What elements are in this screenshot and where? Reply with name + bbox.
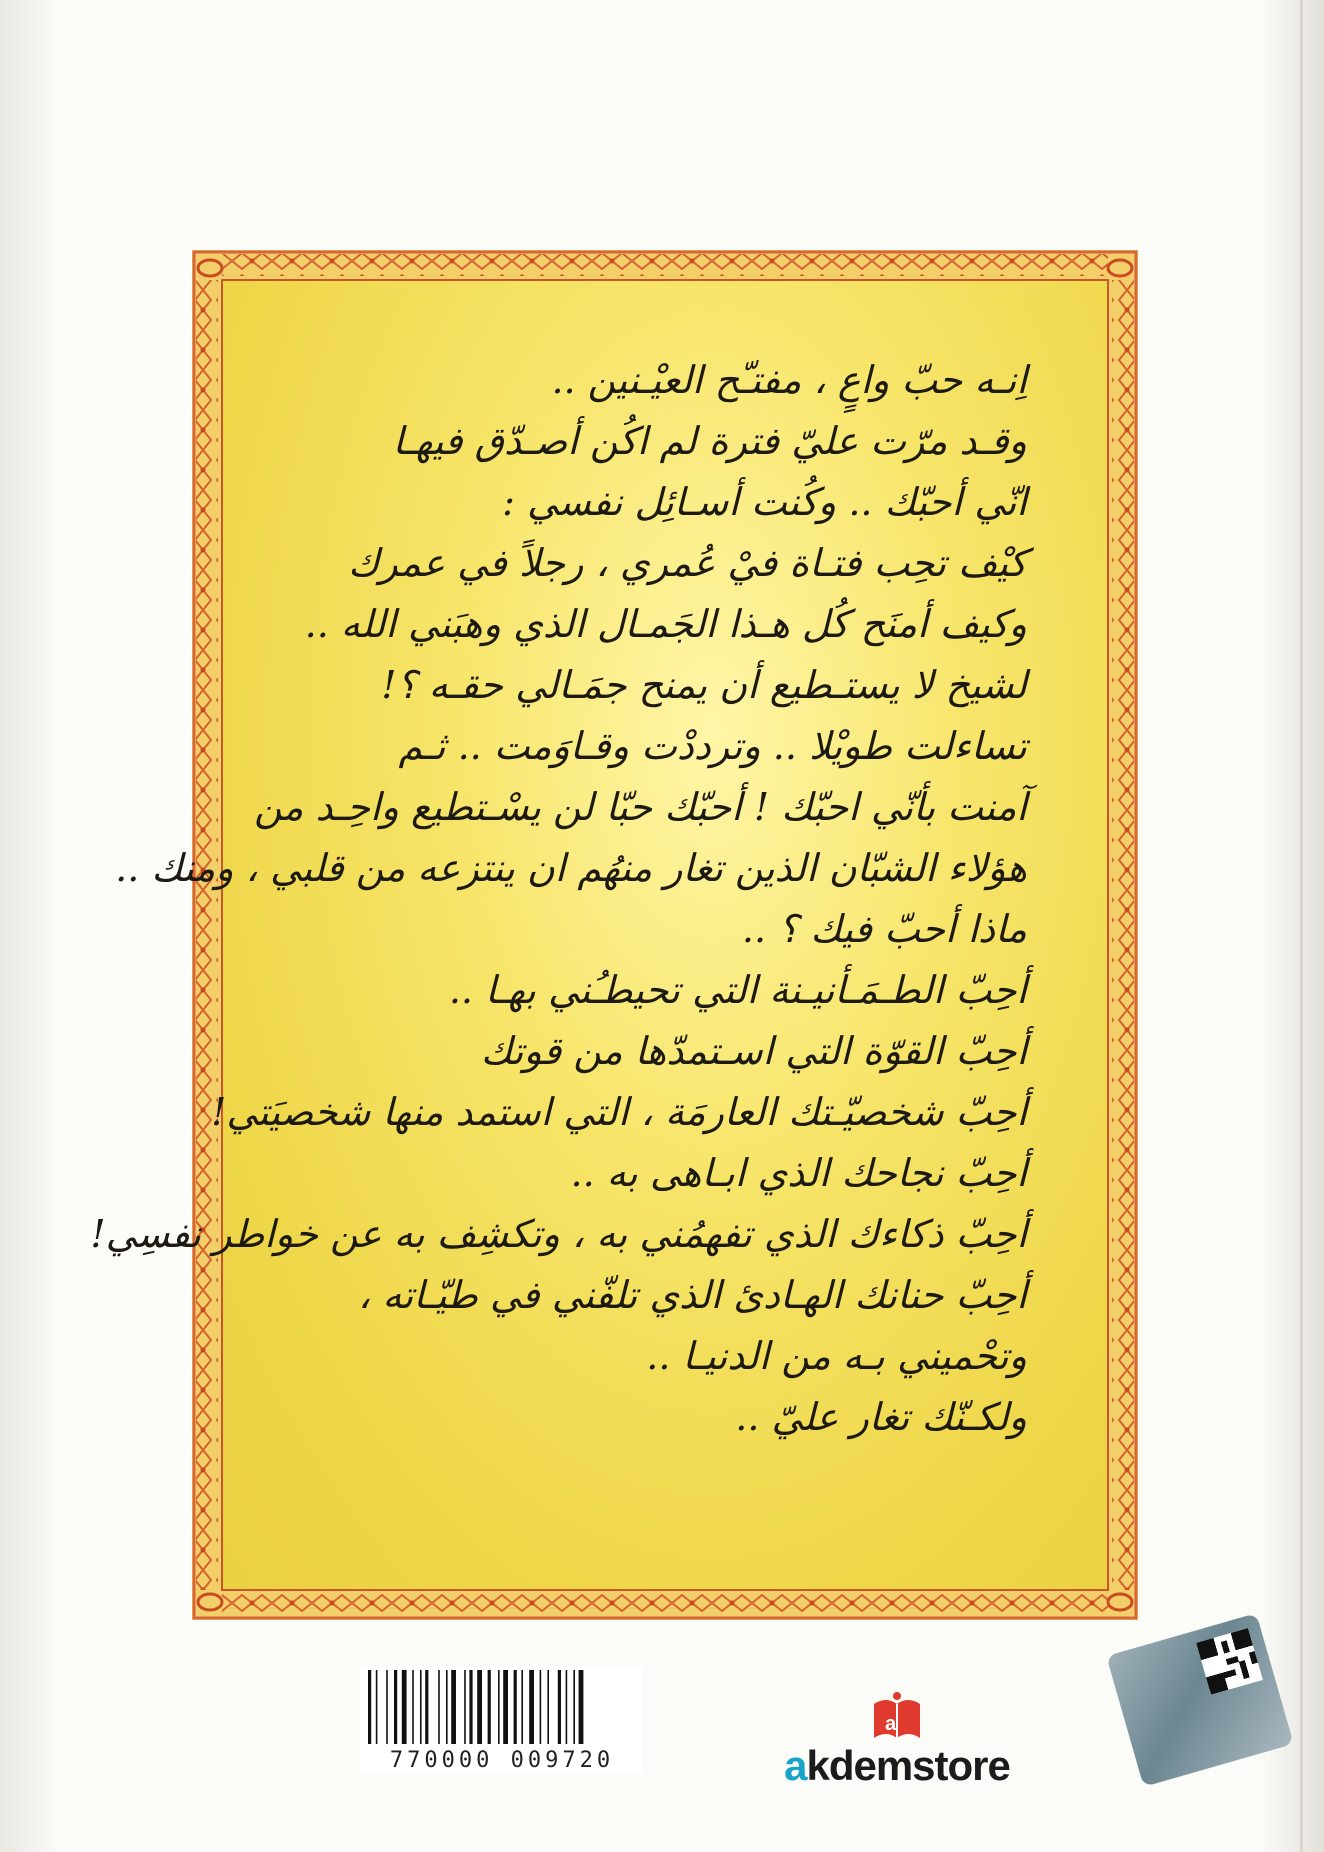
barcode-bar — [402, 1670, 407, 1744]
barcode-bar — [420, 1670, 422, 1744]
barcode-bar — [488, 1670, 491, 1744]
barcode-bar — [503, 1670, 508, 1744]
logo-prefix: a — [784, 1742, 807, 1789]
store-logo — [772, 1690, 1022, 1800]
poem-line: تساءلت طويْلا .. وترددْت وقـاوَمت .. ثـم — [398, 724, 1027, 768]
barcode-bar — [464, 1670, 466, 1744]
barcode-bar — [579, 1670, 584, 1744]
barcode-bar — [514, 1670, 517, 1744]
barcode-bar — [451, 1670, 456, 1744]
poem-line: أحِبّ حنانك الهـادئ الذي تلفّني في طيّـاته ، — [358, 1273, 1027, 1317]
poem-line: انّي أحبّك .. وكُنت أسـائِل نفسي : — [502, 480, 1027, 524]
barcode-bar — [446, 1670, 448, 1744]
poem-line: أحِبّ شخصيّـتك العارمَة ، التي استمد منها شخصيَتي! — [211, 1090, 1027, 1134]
cover-edge — [1300, 0, 1303, 1852]
poem-line: وكيف أمنَح كُل هـذا الجَمـال الذي وهبَني الله .. — [304, 602, 1027, 646]
poem-line: ماذا أحبّ فيك ؟ .. — [741, 907, 1027, 951]
text-panel — [90, 250, 1138, 1620]
poem-line: أحِبّ القوّة التي اسـتمدّها من قوتك — [480, 1029, 1027, 1073]
barcode-digits: 770000 009720 — [389, 1748, 615, 1773]
barcode-bar — [573, 1670, 575, 1744]
poem-line: آمنت بأنّي احبّك ! أحبّك حبّا لن يسْـتطيع واحِـد من — [254, 785, 1027, 829]
barcode-bar — [386, 1670, 388, 1744]
barcode-bar — [469, 1670, 472, 1744]
poem-line: وقـد مرّت عليّ فترة لم اكُن أصـدّق فيهـا — [392, 419, 1027, 463]
poem-line: وتحْميني بـه من الدنيـا .. — [646, 1334, 1027, 1378]
poem-line: ولكـنّك تغار عليّ .. — [735, 1395, 1027, 1439]
barcode-bar — [477, 1670, 482, 1744]
barcode-bar — [529, 1670, 534, 1744]
poem-line: كيْف تحِب فتـاة فيْ عُمري ، رجلاً في عمرك — [348, 541, 1027, 585]
poem-text — [90, 350, 1027, 1448]
poem-line: أحِبّ ذكاءك الذي تفهمُني به ، وتكشِف به عن خواطر نفسِي! — [90, 1212, 1027, 1256]
logo-rest: kdemstore — [806, 1742, 1010, 1789]
barcode-bar — [376, 1670, 378, 1744]
poem-line: لشيخ لا يستـطيع أن يمنح جمَـالي حقـه ؟! — [381, 663, 1027, 707]
logo-wordmark — [772, 1742, 1022, 1790]
barcode-bars — [360, 1666, 642, 1748]
poem-line: أحِبّ نجاحك الذي ابـاهى به .. — [570, 1151, 1027, 1195]
barcode-bar — [438, 1670, 440, 1744]
barcode-bar — [558, 1670, 561, 1744]
poem-line: هؤلاء الشبّان الذين تغار منهُم ان ينتزعه من قلبي ، ومنك .. — [115, 846, 1027, 890]
poem-line: اِنـه حبّ واعٍ ، مفتـّح العيْـنين .. — [551, 358, 1027, 402]
barcode-bar — [412, 1670, 414, 1744]
barcode-bar — [498, 1670, 500, 1744]
logo-icon-letter: a — [885, 1713, 897, 1735]
barcode-bar — [368, 1670, 371, 1744]
barcode-bar — [540, 1670, 542, 1744]
barcode-bar — [425, 1670, 428, 1744]
barcode-bar — [547, 1670, 549, 1744]
poem-line: أحِبّ الطـمَـأنيـنة التي تحيطـُني بهـا .. — [448, 968, 1027, 1012]
barcode-bar — [566, 1670, 568, 1744]
barcode-bar — [394, 1670, 397, 1744]
book-icon — [772, 1690, 1022, 1750]
qr-code-icon — [1196, 1628, 1263, 1695]
barcode-bar — [521, 1670, 523, 1744]
